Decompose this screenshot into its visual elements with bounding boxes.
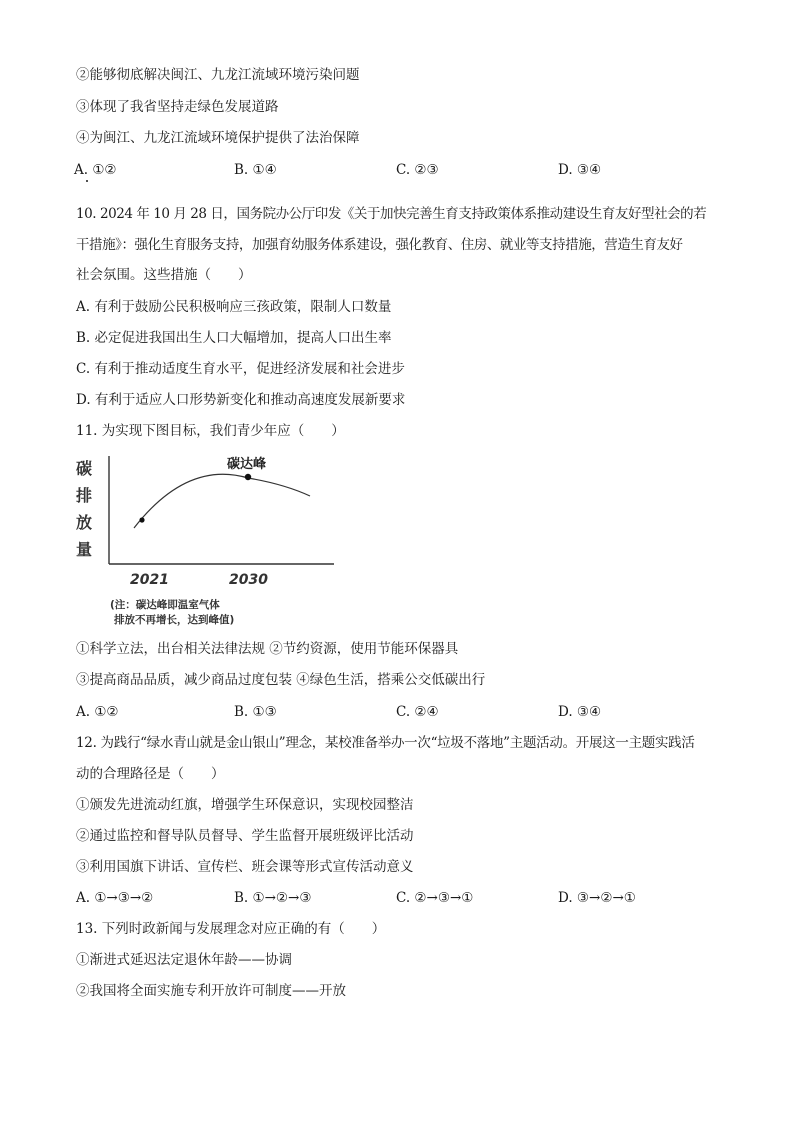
q10-stem-line-2: 干措施》：强化生育服务支持，加强育幼服务体系建设，强化教育、住房、就业等支持措施，营造生育友好 xyxy=(76,237,683,253)
q9-item-4: ④为闽江、九龙江流域环境保护提供了法治保障 xyxy=(76,130,360,146)
emission-curve xyxy=(134,474,310,528)
q10-stem-line-1: 10. 2024 年 10 月 28 日，国务院办公厅印发《关于加快完善生育支持政策体系推动建设生育友好型社会的若 xyxy=(76,206,707,222)
x-tick-2021: 2021 xyxy=(130,572,169,588)
q11-items-line-1: ①科学立法，出台相关法律法规 ②节约资源，使用节能环保器具 xyxy=(76,641,459,657)
q11-option-d: D. ③④ xyxy=(558,704,602,720)
ylabel-char-4: 量 xyxy=(76,540,93,559)
q12-item-2: ②通过监控和督导队员督导、学生监督开展班级评比活动 xyxy=(76,828,414,844)
q10-stem-line-3: 社会氛围。这些措施（ ） xyxy=(76,267,252,283)
q10-option-d: D. 有利于适应人口形势新变化和推动高速度发展新要求 xyxy=(76,392,406,408)
q9-option-c: C. ②③ xyxy=(396,162,439,178)
q12-stem-line-2: 动的合理路径是（ ） xyxy=(76,766,225,782)
q12-item-1: ①颁发先进流动红旗，增强学生环保意识，实现校园整洁 xyxy=(76,797,414,813)
q9-option-d: D. ③④ xyxy=(558,162,602,178)
carbon-peak-chart xyxy=(72,450,352,635)
q12-option-a: A. ①→③→② xyxy=(76,890,154,906)
q9-item-2: ②能够彻底解决闽江、九龙江流域环境污染问题 xyxy=(76,67,360,83)
q9-option-b: B. ①④ xyxy=(234,162,277,178)
q12-option-d: D. ③→②→① xyxy=(558,890,636,906)
ylabel-char-2: 排 xyxy=(76,486,93,505)
q13-item-2: ②我国将全面实施专利开放许可制度——开放 xyxy=(76,983,346,999)
note-line-1: (注：碳达峰即温室气体 xyxy=(110,599,220,611)
point-2021 xyxy=(139,517,144,522)
q11-items-line-2: ③提高商品品质，减少商品过度包装 ④绿色生活，搭乘公交低碳出行 xyxy=(76,672,486,688)
q9-item-3: ③体现了我省坚持走绿色发展道路 xyxy=(76,99,279,115)
q12-option-b: B. ①→②→③ xyxy=(234,890,312,906)
note-line-2: 排放不再增长，达到峰值) xyxy=(114,614,235,626)
x-tick-2030: 2030 xyxy=(229,572,268,588)
q11-option-c: C. ②④ xyxy=(396,704,439,720)
q12-item-3: ③利用国旗下讲话、宣传栏、班会课等形式宣传活动意义 xyxy=(76,859,414,875)
stray-dot xyxy=(86,180,88,182)
q11-option-b: B. ①③ xyxy=(234,704,277,720)
q11-stem: 11. 为实现下图目标，我们青少年应（ ） xyxy=(76,423,345,439)
q10-option-a: A. 有利于鼓励公民积极响应三孩政策，限制人口数量 xyxy=(76,299,392,315)
peak-label: 碳达峰 xyxy=(227,457,267,472)
point-peak-2030 xyxy=(245,474,251,480)
q12-stem-line-1: 12. 为践行“绿水青山就是金山银山”理念，某校准备举办一次“垃圾不落地”主题活动。开展这一主题实践活 xyxy=(76,735,695,751)
q10-option-c: C. 有利于推动适度生育水平，促进经济发展和社会进步 xyxy=(76,361,405,377)
q11-option-a: A. ①② xyxy=(76,704,119,720)
q13-item-1: ①渐进式延迟法定退休年龄——协调 xyxy=(76,952,292,968)
q10-option-b: B. 必定促进我国出生人口大幅增加，提高人口出生率 xyxy=(76,330,392,346)
q12-option-c: C. ②→③→① xyxy=(396,890,474,906)
q13-stem: 13. 下列时政新闻与发展理念对应正确的有（ ） xyxy=(76,921,386,937)
q9-option-a: A. ①② xyxy=(74,162,117,178)
ylabel-char-3: 放 xyxy=(76,513,93,532)
ylabel-char-1: 碳 xyxy=(76,459,93,478)
